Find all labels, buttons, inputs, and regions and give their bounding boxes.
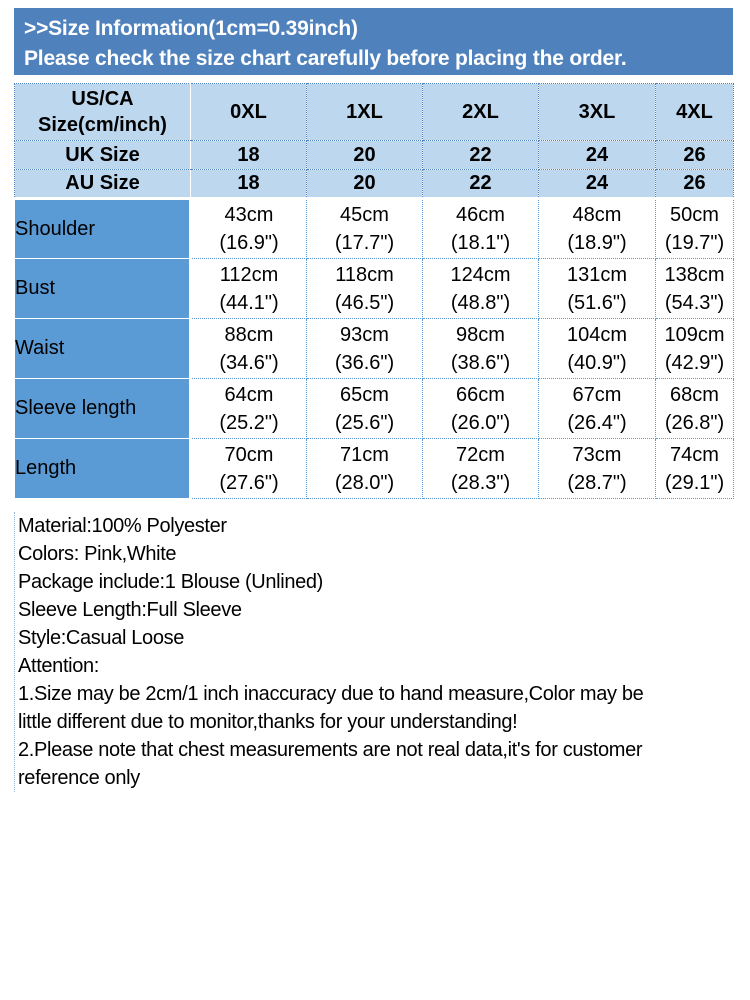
measure-inch: (26.8") xyxy=(664,411,725,434)
measure-cm: 70cm xyxy=(224,443,274,466)
measure-cell xyxy=(307,439,423,499)
measure-inch: (26.4") xyxy=(567,411,627,434)
size-column-header: 3XL xyxy=(539,84,656,141)
measure-inch: (36.6") xyxy=(334,351,395,374)
measure-inch: (16.9") xyxy=(219,232,279,254)
uk-size-value: 20 xyxy=(307,141,423,170)
measure-cell xyxy=(539,259,656,319)
measure-cm: 71cm xyxy=(340,443,389,466)
au-size-value: 18 xyxy=(191,170,307,199)
measure-inch: (25.2") xyxy=(219,411,279,434)
corner-line2: Size(cm/inch) xyxy=(38,114,167,136)
measure-cm: 67cm xyxy=(572,383,622,406)
size-header-row xyxy=(15,84,734,141)
measure-cell xyxy=(423,319,539,379)
row-label-shoulder: Shoulder xyxy=(15,199,191,259)
measure-cm: 104cm xyxy=(566,323,628,346)
uk-size-value: 24 xyxy=(539,141,656,170)
measure-cm: 88cm xyxy=(224,323,274,346)
details-line-colors: Colors: Pink,White xyxy=(18,543,177,565)
measure-cm: 43cm xyxy=(224,204,274,226)
measure-cm: 138cm xyxy=(664,263,725,286)
measure-inch: (25.6") xyxy=(334,411,395,434)
measure-cell xyxy=(191,319,307,379)
details-line-attention: Attention: xyxy=(18,655,100,677)
measure-cell xyxy=(191,379,307,439)
details-line-style: Style:Casual Loose xyxy=(18,627,185,649)
row-label-waist: Waist xyxy=(15,319,191,379)
measure-cm: 46cm xyxy=(456,204,505,226)
measure-cell xyxy=(539,439,656,499)
measure-cm: 93cm xyxy=(340,323,389,346)
measure-row-sleeve-length xyxy=(15,379,734,439)
measure-cell xyxy=(307,379,423,439)
au-size-row xyxy=(15,170,734,199)
measure-inch: (26.0") xyxy=(450,411,511,434)
measure-inch: (19.7") xyxy=(664,232,725,254)
measure-inch: (28.7") xyxy=(567,471,627,494)
measure-inch: (40.9") xyxy=(567,351,627,374)
measure-cm: 98cm xyxy=(456,323,505,346)
measure-cell xyxy=(307,319,423,379)
corner-line1: US/CA xyxy=(71,88,134,110)
size-column-header: 1XL xyxy=(307,84,423,141)
measure-cell xyxy=(307,199,423,259)
measure-cell xyxy=(307,259,423,319)
details-line-note1b: little different due to monitor,thanks for your understanding! xyxy=(18,711,518,733)
measure-cell xyxy=(539,379,656,439)
details-line-note2a: 2.Please note that chest measurements are not real data,it's for customer xyxy=(18,739,643,761)
measure-inch: (18.9") xyxy=(567,232,627,254)
measure-cell xyxy=(423,439,539,499)
au-size-value: 22 xyxy=(423,170,539,199)
uk-size-value: 26 xyxy=(656,141,734,170)
au-size-value: 24 xyxy=(539,170,656,199)
measure-inch: (29.1") xyxy=(664,471,725,494)
measure-cell xyxy=(423,259,539,319)
measure-cm: 72cm xyxy=(456,443,505,466)
measure-inch: (48.8") xyxy=(450,291,511,314)
measure-inch: (46.5") xyxy=(334,291,395,314)
details-line-sleeve: Sleeve Length:Full Sleeve xyxy=(18,599,242,621)
size-chart xyxy=(14,83,733,499)
au-size-value: 26 xyxy=(656,170,734,199)
measure-cell xyxy=(539,199,656,259)
measure-cm: 68cm xyxy=(670,383,719,406)
measure-cell xyxy=(191,259,307,319)
measure-cell xyxy=(656,439,734,499)
measure-row-bust xyxy=(15,259,734,319)
measure-cell xyxy=(191,439,307,499)
size-chart-table xyxy=(14,83,734,499)
details-line-package: Package include:1 Blouse (Unlined) xyxy=(18,571,323,593)
measure-cm: 118cm xyxy=(335,263,394,286)
measure-inch: (27.6") xyxy=(219,471,279,494)
measure-inch: (28.3") xyxy=(450,471,511,494)
uk-size-label: UK Size xyxy=(15,141,191,170)
measure-cell xyxy=(539,319,656,379)
measure-cell xyxy=(656,379,734,439)
measure-inch: (38.6") xyxy=(450,351,511,374)
details-line-material: Material:100% Polyester xyxy=(18,515,227,537)
measure-inch: (44.1") xyxy=(219,291,279,314)
measure-cm: 131cm xyxy=(566,263,628,286)
measure-cell xyxy=(656,199,734,259)
size-column-header: 2XL xyxy=(423,84,539,141)
measure-inch: (28.0") xyxy=(334,471,395,494)
measure-cell xyxy=(656,259,734,319)
details-line-note1a: 1.Size may be 2cm/1 inch inaccuracy due to hand measure,Color may be xyxy=(18,683,644,705)
row-label-bust: Bust xyxy=(15,259,191,319)
corner-header-cell xyxy=(15,84,191,141)
measure-cm: 74cm xyxy=(670,443,719,466)
measure-cell xyxy=(423,199,539,259)
au-size-label: AU Size xyxy=(15,170,191,199)
product-details xyxy=(14,512,746,792)
uk-size-value: 22 xyxy=(423,141,539,170)
banner-subtitle: Please check the size chart carefully before placing the order. xyxy=(24,47,627,70)
measure-cm: 73cm xyxy=(572,443,622,466)
measure-cm: 45cm xyxy=(340,204,389,226)
row-label-sleeve-length: Sleeve length xyxy=(15,379,191,439)
banner-title: >>Size Information(1cm=0.39inch) xyxy=(24,17,358,40)
size-info-banner xyxy=(14,8,733,75)
size-column-header: 0XL xyxy=(191,84,307,141)
measure-cm: 50cm xyxy=(670,204,719,226)
measure-cm: 124cm xyxy=(450,263,511,286)
measure-cell xyxy=(423,379,539,439)
details-line-note2b: reference only xyxy=(18,767,140,789)
uk-size-value: 18 xyxy=(191,141,307,170)
measure-inch: (54.3") xyxy=(664,291,725,314)
measure-cm: 66cm xyxy=(456,383,505,406)
measure-row-waist xyxy=(15,319,734,379)
measure-cm: 109cm xyxy=(664,323,725,346)
au-size-value: 20 xyxy=(307,170,423,199)
measure-inch: (34.6") xyxy=(219,351,279,374)
row-label-length: Length xyxy=(15,439,191,499)
measure-cm: 112cm xyxy=(219,263,279,286)
measure-cell xyxy=(191,199,307,259)
size-column-header: 4XL xyxy=(656,84,734,141)
measure-inch: (42.9") xyxy=(664,351,725,374)
measure-inch: (51.6") xyxy=(567,291,627,314)
measure-row-shoulder xyxy=(15,199,734,259)
measure-cell xyxy=(656,319,734,379)
measure-inch: (17.7") xyxy=(334,232,395,254)
uk-size-row xyxy=(15,141,734,170)
measure-row-length xyxy=(15,439,734,499)
measure-inch: (18.1") xyxy=(450,232,511,254)
measure-cm: 65cm xyxy=(340,383,389,406)
measure-cm: 64cm xyxy=(224,383,274,406)
measure-cm: 48cm xyxy=(572,204,622,226)
